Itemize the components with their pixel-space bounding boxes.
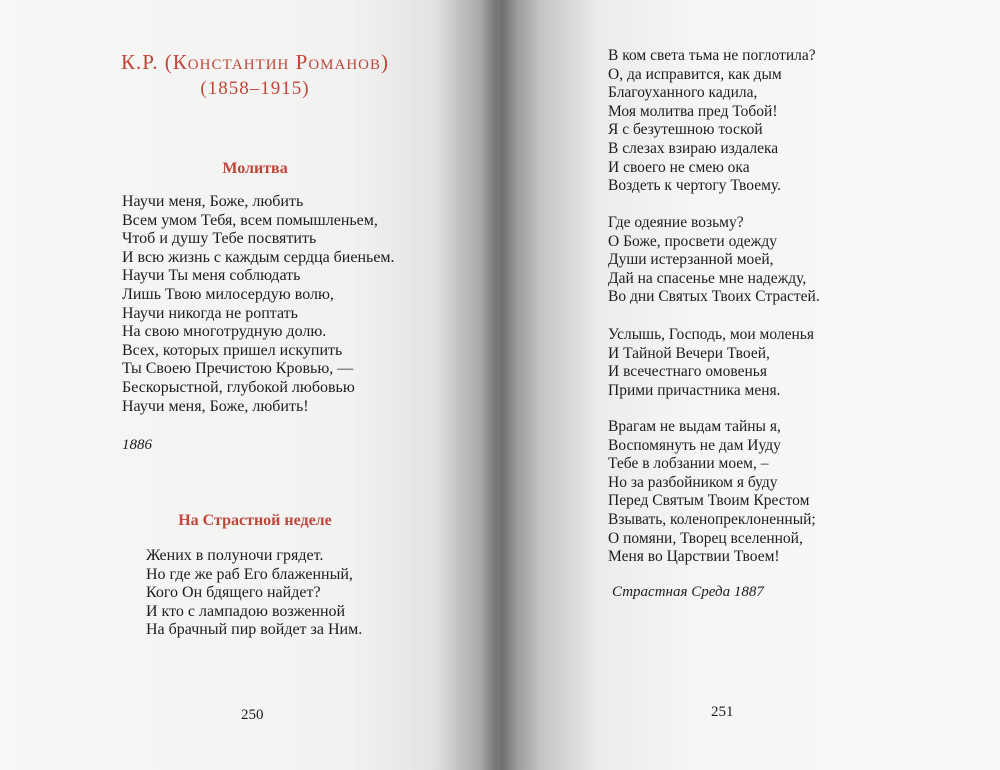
verse-line: Ты Своею Пречистою Кровью, — xyxy=(122,360,354,378)
verse-line: Взывать, коленопреклоненный; xyxy=(608,510,816,528)
verse-line: Моя молитва пред Тобой! xyxy=(608,102,778,120)
stanza-3 xyxy=(608,326,814,400)
verse-line: Врагам не выдам тайны я, xyxy=(608,418,781,435)
author-heading xyxy=(90,50,420,75)
verse-line: Чтоб и душу Тебе посвятить xyxy=(122,230,317,248)
verse-line: Я с безутешною тоской xyxy=(608,121,763,139)
stanza-2 xyxy=(608,214,820,307)
verse-line: О, да исправится, как дым xyxy=(608,65,782,83)
poem-title-strastnaya: На Страстной неделе xyxy=(178,512,332,529)
verse-line: Научи меня, Боже, любить xyxy=(122,193,304,210)
verse-line: В слезах взираю издалека xyxy=(608,139,779,157)
verse-line: Кого Он бдящего найдет? xyxy=(146,584,321,602)
verse-line: И всечестнаго омовенья xyxy=(608,363,767,381)
verse-line: И своего не смею ока xyxy=(608,158,750,176)
verse-line: Но где же раб Его блаженный, xyxy=(146,565,353,583)
verse-line: Меня во Царствии Твоем! xyxy=(608,548,780,566)
verse-line: Научи никогда не роптать xyxy=(122,304,298,322)
stanza-4 xyxy=(608,418,816,567)
verse-line: Услышь, Господь, мои моленья xyxy=(608,326,815,343)
verse-line: О помяни, Творец вселенной, xyxy=(608,529,803,547)
verse-line: Души истерзанной моей, xyxy=(608,251,774,269)
verse-line: Бескорыстной, глубокой любовью xyxy=(122,378,355,396)
verse-line: Тебе в лобзании моем, – xyxy=(608,455,769,473)
author-years: (1858–1915) xyxy=(200,78,310,99)
verse-line: Дай на спасенье мне надежду, xyxy=(608,269,807,287)
right-page xyxy=(500,0,1000,770)
verse-line: В ком света тьма не поглотила? xyxy=(608,47,816,64)
verse-line: Научи меня, Боже, любить! xyxy=(122,397,309,415)
verse-line: И всю жизнь с каждым сердца биеньем. xyxy=(122,248,395,266)
verse-line: И Тайной Вечери Твоей, xyxy=(608,344,770,362)
verse-line: Научи Ты меня соблюдать xyxy=(122,267,301,285)
verse-line: Но за разбойником я буду xyxy=(608,473,778,491)
poem-strastnaya-date: Страстная Среда 1887 xyxy=(612,584,764,600)
verse-line: Воспомянуть не дам Иуду xyxy=(608,436,781,454)
verse-line: Благоуханного кадила, xyxy=(608,84,758,102)
verse-line: На брачный пир войдет за Ним. xyxy=(146,621,363,639)
book-gutter-shadow xyxy=(430,0,540,770)
verse-line: Где одеяние возьму? xyxy=(608,214,744,231)
verse-line: И кто с лампадою возженной xyxy=(146,602,346,620)
verse-line: Во дни Святых Твоих Страстей. xyxy=(608,288,820,306)
verse-line: Лишь Твою милосердую волю, xyxy=(122,285,334,303)
page-number-left: 250 xyxy=(241,707,264,723)
verse-line: Всех, которых пришел искупить xyxy=(122,341,343,359)
verse-line: Жених в полуночи грядет. xyxy=(146,547,324,564)
verse-line: Прими причастника меня. xyxy=(608,381,781,399)
author-name: К.Р. (Константин Романов) xyxy=(121,50,389,74)
verse-line: Воздеть к чертогу Твоему. xyxy=(608,177,781,195)
poem-strastnaya-text xyxy=(146,547,362,640)
verse-line: О Боже, просвети одежду xyxy=(608,232,777,250)
page-number-right: 251 xyxy=(711,704,734,720)
verse-line: На свою многотрудную долю. xyxy=(122,323,327,341)
poem-title-molitva: Молитва xyxy=(222,160,288,177)
stanza-1 xyxy=(608,47,816,196)
verse-line: Всем умом Тебя, всем помышленьем, xyxy=(122,211,378,229)
poem-molitva-date: 1886 xyxy=(122,437,152,453)
poem-molitva-text xyxy=(122,193,395,416)
verse-line: Перед Святым Твоим Крестом xyxy=(608,492,810,510)
